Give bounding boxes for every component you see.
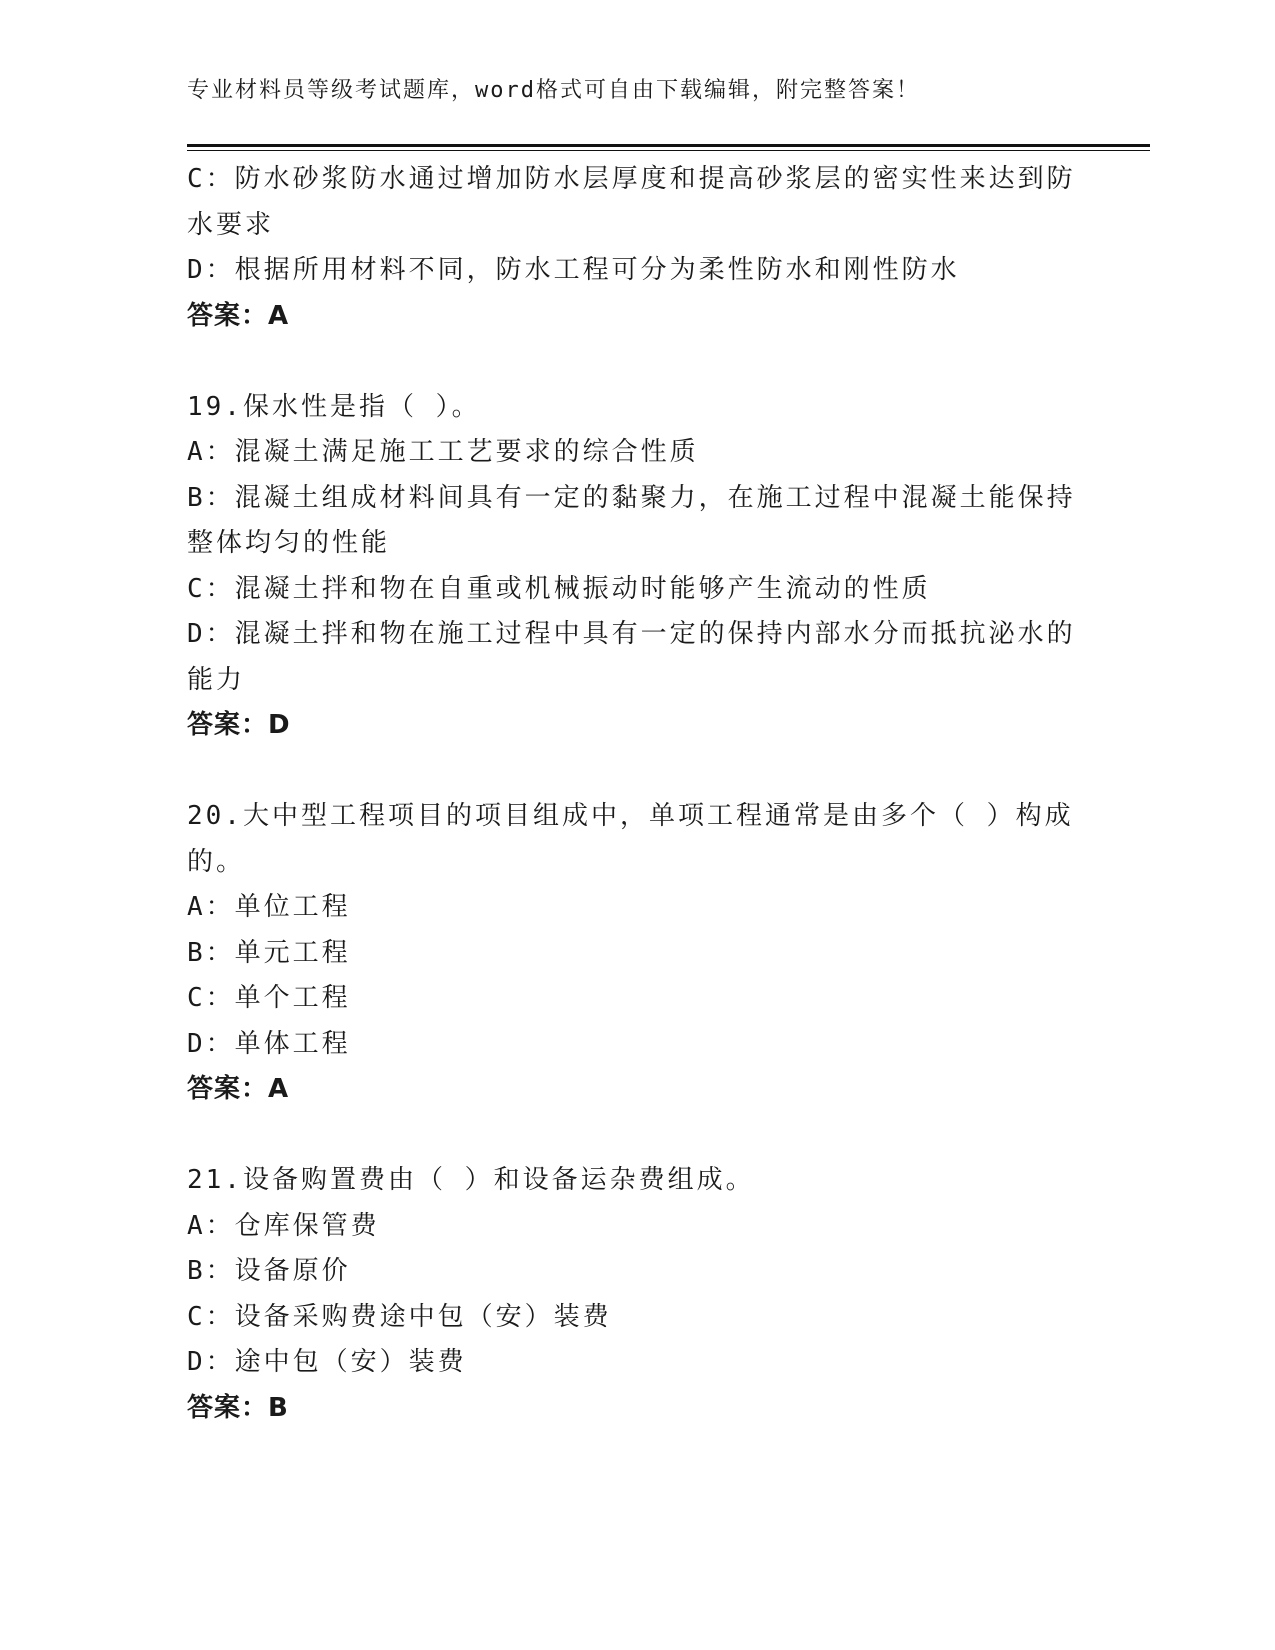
header-rule-thick bbox=[187, 144, 1150, 147]
spacer bbox=[187, 1113, 1077, 1159]
option-a: A：单位工程 bbox=[187, 892, 351, 922]
spacer bbox=[187, 339, 1077, 385]
header-rule-thin bbox=[187, 150, 1150, 151]
option-d: D：单体工程 bbox=[187, 1028, 351, 1059]
option-c: C：混凝土拌和物在自重或机械振动时能够产生流动的性质 bbox=[187, 573, 931, 604]
answer-line: 答案：D bbox=[187, 710, 291, 740]
option-c: C：设备采购费途中包（安）装费 bbox=[187, 1301, 612, 1332]
option-b: B：混凝土组成材料间具有一定的黏聚力，在施工过程中混凝土能保持 bbox=[187, 482, 1076, 513]
option-d: D：混凝土拌和物在施工过程中具有一定的保持内部水分而抵抗泌水的 bbox=[187, 619, 1076, 649]
question-text: 19.保水性是指（ ）。 bbox=[187, 391, 481, 422]
page-header-text: 专业材料员等级考试题库，word格式可自由下载编辑，附完整答案！ bbox=[187, 78, 920, 103]
option-c-continuation: 水要求 bbox=[187, 209, 275, 240]
option-a: A：仓库保管费 bbox=[187, 1210, 380, 1241]
question-19 bbox=[187, 385, 1077, 749]
question-20 bbox=[187, 794, 1077, 1113]
option-d-continuation: 能力 bbox=[187, 664, 246, 695]
spacer bbox=[187, 749, 1077, 795]
option-b: B：单元工程 bbox=[187, 937, 351, 968]
question-21 bbox=[187, 1158, 1077, 1431]
answer-line: 答案：B bbox=[187, 1392, 289, 1423]
answer-line: 答案：A bbox=[187, 1074, 290, 1104]
option-d: D：途中包（安）装费 bbox=[187, 1347, 467, 1377]
question-text-continuation: 的。 bbox=[187, 846, 246, 877]
question-list bbox=[187, 157, 1077, 1431]
question-text: 21.设备购置费由（ ）和设备运杂费组成。 bbox=[187, 1165, 755, 1195]
question-text: 20.大中型工程项目的项目组成中，单项工程通常是由多个（ ）构成 bbox=[187, 801, 1074, 831]
option-c: C：防水砂浆防水通过增加防水层厚度和提高砂浆层的密实性来达到防 bbox=[187, 164, 1076, 194]
option-c: C：单个工程 bbox=[187, 983, 351, 1013]
answer-line: 答案：A bbox=[187, 300, 290, 331]
question-18-tail bbox=[187, 157, 1077, 339]
option-b-continuation: 整体均匀的性能 bbox=[187, 528, 391, 558]
option-a: A：混凝土满足施工工艺要求的综合性质 bbox=[187, 437, 699, 467]
option-b: B：设备原价 bbox=[187, 1256, 351, 1286]
option-d: D：根据所用材料不同，防水工程可分为柔性防水和刚性防水 bbox=[187, 255, 960, 285]
